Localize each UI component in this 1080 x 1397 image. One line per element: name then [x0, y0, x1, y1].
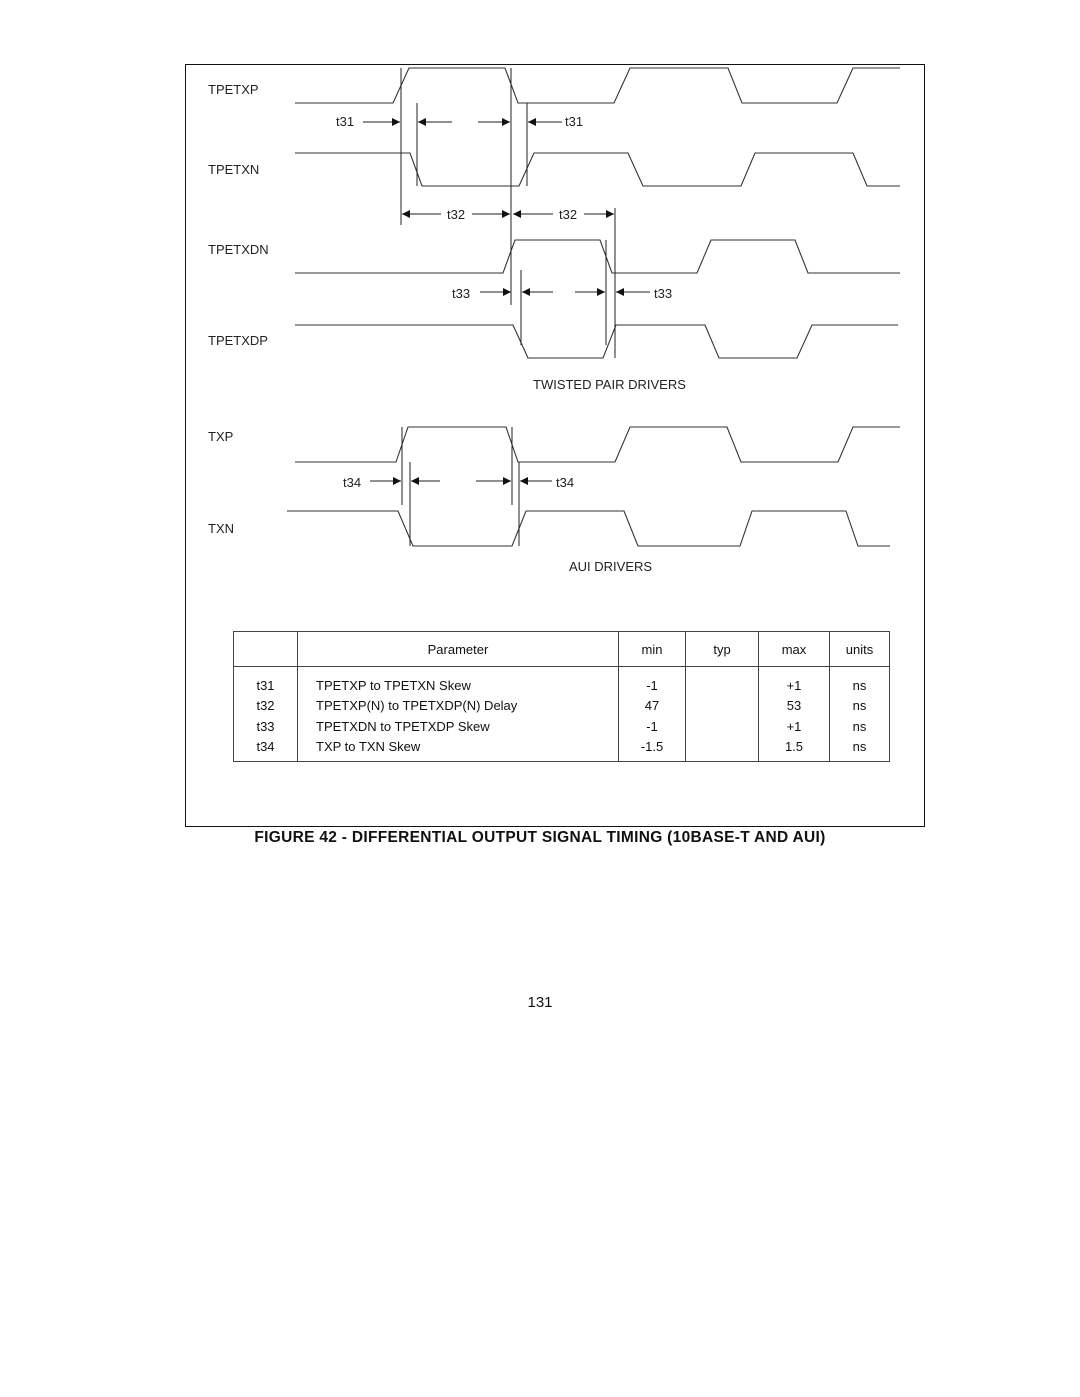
waveform-txp [295, 427, 900, 462]
waveform-tpetxdn [295, 240, 900, 273]
t32-label-left: t32 [447, 207, 466, 222]
table-cell-units: ns [852, 677, 867, 693]
table-cell-parameter: TPETXP(N) to TPETXDP(N) Delay [298, 696, 619, 717]
table-cell-id: t31 [234, 667, 298, 696]
t31-label-left: t31 [336, 114, 355, 129]
table-cell-typ [686, 737, 759, 762]
t33-label-right: t33 [654, 286, 673, 301]
table-header-units: units [830, 632, 890, 667]
table-cell-parameter: TPETXDN to TPETXDP Skew [298, 716, 619, 737]
table-cell-units: ns [852, 718, 867, 734]
table-cell-max: +1 [759, 716, 830, 737]
reference-lines [401, 68, 615, 546]
table-header-row [234, 632, 890, 667]
table-header-typ: typ [686, 632, 759, 667]
signal-label-tpetxn: TPETXN [208, 162, 260, 177]
t32-label-right: t32 [559, 207, 578, 222]
signal-label-tpetxp: TPETXP [208, 82, 259, 97]
table-row [234, 667, 890, 696]
table-cell-units: ns [852, 739, 867, 755]
group-label-twisted-pair: TWISTED PAIR DRIVERS [533, 377, 686, 392]
table-cell-parameter: TPETXP to TPETXN Skew [298, 667, 619, 696]
table-cell-parameter: TXP to TXN Skew [298, 737, 619, 762]
waveform-tpetxdp [295, 325, 898, 358]
table-cell-max: +1 [759, 667, 830, 696]
table-cell-typ [686, 716, 759, 737]
table-row [234, 696, 890, 717]
t34-markers [343, 475, 574, 490]
t33-label-left: t33 [452, 286, 471, 301]
table-row [234, 716, 890, 737]
table-row [234, 737, 890, 762]
table-cell-id: t34 [234, 737, 298, 762]
table-cell-min: -1 [619, 716, 686, 737]
group-label-aui: AUI DRIVERS [569, 559, 653, 574]
waveform-tpetxp [295, 68, 900, 103]
table-cell-min: -1 [619, 667, 686, 696]
table-header-max: max [759, 632, 830, 667]
figure-caption: FIGURE 42 - DIFFERENTIAL OUTPUT SIGNAL TIMING (10BASE-T AND AUI) [254, 829, 826, 846]
table-cell-min: -1.5 [619, 737, 686, 762]
signal-label-tpetxdn: TPETXDN [208, 242, 269, 257]
timing-parameters-table [233, 631, 890, 762]
waveform-txn [287, 511, 890, 546]
t34-label-right: t34 [556, 475, 575, 490]
t34-label-left: t34 [343, 475, 362, 490]
page-number: 131 [527, 994, 553, 1011]
table-header-id [234, 632, 298, 667]
t31-markers [336, 114, 583, 129]
table-cell-typ [686, 667, 759, 696]
t33-markers [452, 286, 672, 301]
table-header-parameter: Parameter [298, 632, 619, 667]
signal-label-txn: TXN [208, 521, 234, 536]
table-cell-id: t32 [234, 696, 298, 717]
table-header-min: min [619, 632, 686, 667]
waveform-tpetxn [295, 153, 900, 186]
t32-markers [402, 207, 614, 222]
signal-label-txp: TXP [208, 429, 234, 444]
table-cell-min: 47 [619, 696, 686, 717]
table-cell-units: ns [852, 698, 867, 714]
table-cell-id: t33 [234, 716, 298, 737]
table-cell-max: 53 [759, 696, 830, 717]
signal-label-tpetxdp: TPETXDP [208, 333, 268, 348]
table-cell-max: 1.5 [759, 737, 830, 762]
t31-label-right: t31 [565, 114, 584, 129]
table-cell-typ [686, 696, 759, 717]
